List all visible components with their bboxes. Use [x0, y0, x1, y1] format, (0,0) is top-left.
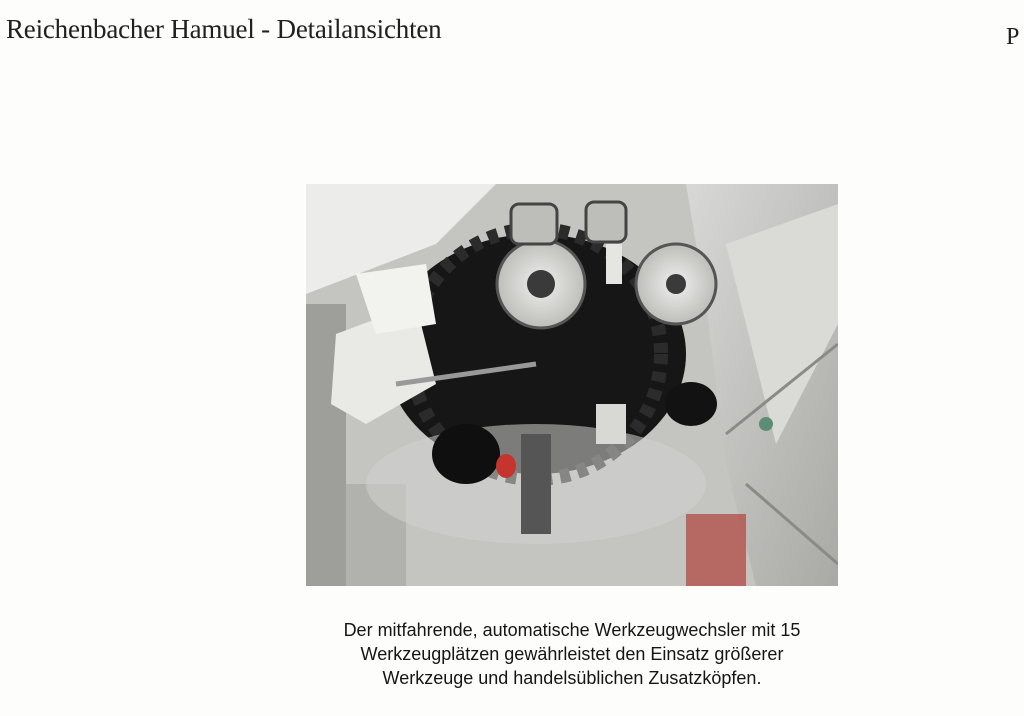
tool-changer-photo [306, 184, 838, 586]
page-label-fragment: P [1006, 24, 1020, 50]
caption-line: Der mitfahrende, automatische Werkzeugwechsler mit 15 [343, 620, 801, 640]
caption-line: Werkzeuge und handelsüblichen Zusatzköpfen. [382, 668, 762, 688]
caption-line: Werkzeugplätzen gewährleistet den Einsatz größerer [360, 644, 784, 664]
page-title: Reichenbacher Hamuel - Detailansichten [6, 14, 442, 44]
figure-caption [288, 618, 856, 690]
